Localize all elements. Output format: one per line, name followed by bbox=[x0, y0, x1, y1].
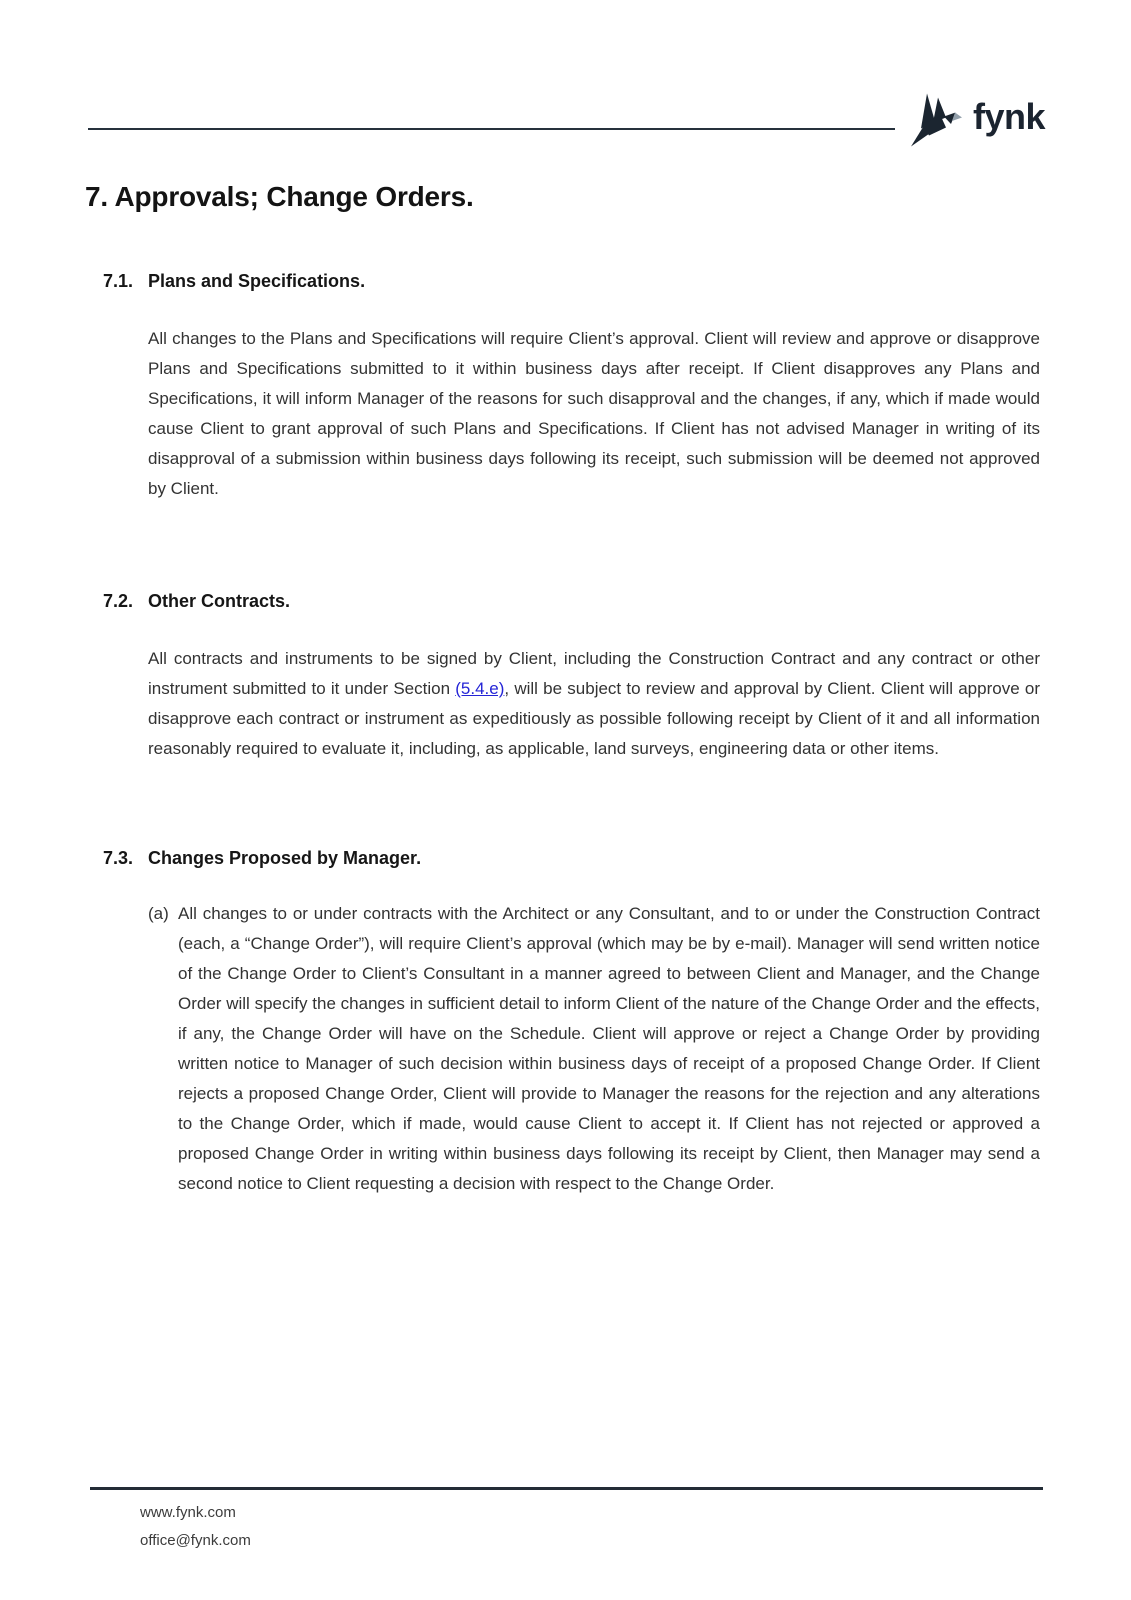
section-title: Plans and Specifications. bbox=[148, 271, 366, 291]
section-title: Other Contracts. bbox=[148, 591, 291, 611]
origami-crane-icon bbox=[907, 88, 963, 152]
section-heading-7-1 bbox=[103, 271, 365, 292]
paragraph-text: All changes to or under contracts with the Architect or any Consultant, and to or under the Construction Contract (each, a “Change Order”), will require Client’s approval (which may be by e-mail). Manager will send written notice of the Change Order to Client’s Consultant in a manner agreed to between Client and Manager, and the Change Order will specify the changes in sufficient detail to inform Client of the nature of the Change Order and the effects, if any, the Change Order will have on the Schedule. Client will approve or reject a Change Order by providing written notice to Manager of such decision within business days of receipt of a proposed Change Order. If Client rejects a proposed Change Order, Client will provide to Manager the reasons for the rejection and any alterations to the Change Order, which if made, would cause Client to accept it. If Client has not rejected or approved a proposed Change Order in writing within business days following its receipt by Client, then Manager may send a second notice to Client requesting a decision with respect to the Change Order. bbox=[178, 904, 1040, 1193]
page-title: 7. Approvals; Change Orders. bbox=[85, 181, 474, 212]
section-heading-7-2 bbox=[103, 591, 290, 612]
section-7-3-paragraph-a bbox=[148, 899, 1040, 1199]
section-heading-7-3 bbox=[103, 848, 421, 869]
section-title: Changes Proposed by Manager. bbox=[148, 848, 422, 868]
brand-name: fynk bbox=[972, 96, 1045, 137]
list-item-marker: (a) bbox=[148, 904, 169, 923]
section-number: 7.2. bbox=[103, 591, 134, 611]
footer-email: office@fynk.com bbox=[140, 1532, 251, 1549]
section-reference-link[interactable]: (5.4.e) bbox=[455, 679, 505, 698]
section-number: 7.3. bbox=[103, 848, 134, 868]
section-number: 7.1. bbox=[103, 271, 134, 291]
footer-contact bbox=[140, 1499, 251, 1555]
footer-divider bbox=[90, 1487, 1043, 1490]
footer-website: www.fynk.com bbox=[140, 1504, 236, 1521]
section-7-2-paragraph bbox=[148, 644, 1040, 764]
section-7-1-paragraph: All changes to the Plans and Specifications will require Client’s approval. Client will review and approve or disapprove Plans and Specifications submitted to it within business days after receipt. If Client disapproves any Plans and Specifications, it will inform Manager of the reasons for such disapproval and the changes, if any, which if made would cause Client to grant approval of such Plans and Specifications. If Client has not advised Manager in writing of its disapproval of a submission within business days following its receipt, such submission will be deemed not approved by Client. bbox=[148, 329, 1040, 498]
header-divider bbox=[88, 128, 895, 130]
paragraph-text: , will be subject to review and approval by Client. Client will approve or disapprove each contract or instrument as expeditiously as possible following receipt by Client of it and all information reasonably required to evaluate it, including, as applicable, land surveys, engineering data or other items. bbox=[148, 679, 1040, 758]
paragraph-text: All contracts and instruments to be signed by Client, including the Construction Contract and any contract or other instrument submitted to it under Section bbox=[148, 649, 1040, 698]
brand-logo bbox=[907, 88, 1045, 152]
